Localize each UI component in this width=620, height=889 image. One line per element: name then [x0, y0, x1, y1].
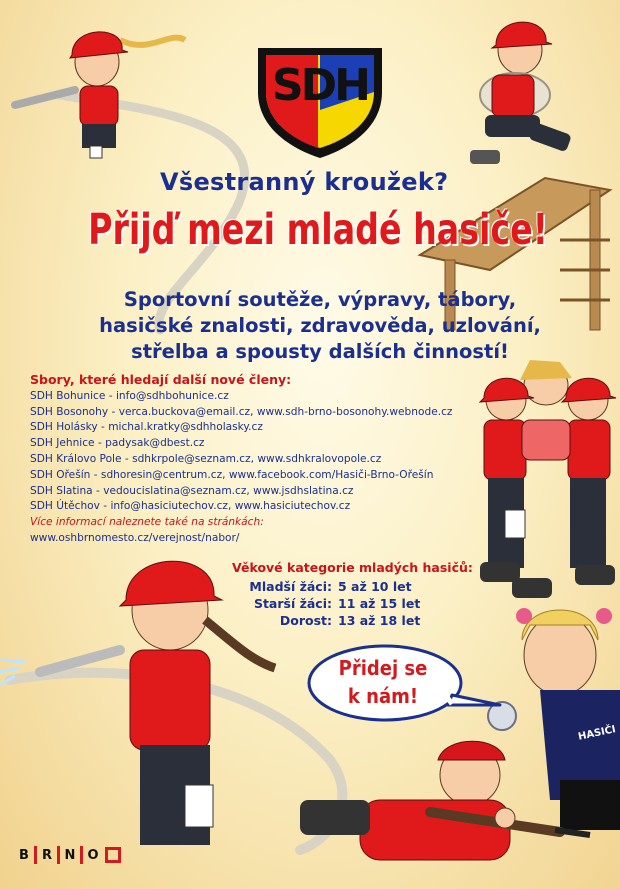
club-item: SDH Bohunice - info@sdhbohunice.cz [30, 389, 229, 402]
age-categories-heading: Věkové kategorie mladých hasičů: [232, 560, 473, 575]
more-info-link[interactable]: www.oshbrnomesto.cz/verejnost/nabor/ [30, 531, 240, 544]
age-value: 13 až 18 let [338, 613, 421, 628]
activities-line: Sportovní soutěže, výpravy, tábory, [123, 288, 517, 311]
age-categories [232, 559, 472, 629]
clubs-heading: Sbory, které hledají další nové členy: [30, 372, 292, 387]
headline: Přijď mezi mladé hasiče! [88, 205, 548, 255]
brno-footer-logo [14, 846, 121, 864]
club-item: SDH Holásky - michal.kratky@sdhholasky.cz [30, 421, 263, 434]
more-info-text: Více informací naleznete také na stránkách: [30, 516, 264, 529]
clubs-list [30, 372, 490, 547]
age-label: Starší žáci: [253, 596, 332, 611]
activities-text [70, 287, 570, 365]
footer-letter: B [19, 847, 29, 863]
footer-square-icon [105, 847, 121, 863]
girl-with-medal-figure [488, 608, 620, 830]
club-item: SDH Královo Pole - sdhkrpole@seznam.cz, www.sdhkralovopole.cz [30, 452, 382, 465]
footer-letter: O [80, 846, 103, 864]
activities-line: střelba a spousty dalších činností! [131, 340, 509, 363]
age-row [232, 578, 472, 595]
club-item: SDH Ořešín - sdhoresin@centrum.cz, www.facebook.com/Hasiči-Brno-Ořešín [30, 468, 434, 481]
speech-bubble-text [310, 654, 456, 710]
activities-line: hasičské znalosti, zdravověda, uzlování, [99, 314, 541, 337]
age-label: Dorost: [279, 613, 332, 628]
club-item: SDH Slatina - vedoucislatina@seznam.cz, www.jsdhslatina.cz [30, 484, 354, 497]
footer-letter: N [57, 846, 80, 864]
girl-with-hose-figure [15, 32, 185, 158]
logo-text: SDH [271, 60, 369, 111]
club-item: SDH Útěchov - info@hasiciutechov.cz, www.hasiciutechov.cz [30, 500, 351, 513]
question-title: Všestranný kroužek? [160, 168, 449, 196]
bubble-line: Přidej se [338, 656, 428, 680]
age-label: Mladší žáci: [249, 579, 332, 594]
bubble-line: k nám! [347, 684, 419, 708]
club-item: SDH Bosonohy - verca.buckova@email.cz, www.sdh-brno-bosonohy.webnode.cz [30, 405, 453, 418]
children-group-figure [480, 360, 616, 598]
age-row [232, 612, 472, 629]
age-value: 11 až 15 let [338, 596, 421, 611]
age-value: 5 až 10 let [338, 579, 412, 594]
shirt-text: HASIČI [577, 724, 617, 743]
club-item: SDH Jehnice - padysak@dbest.cz [30, 437, 205, 450]
age-row [232, 595, 472, 612]
footer-letter: R [34, 846, 57, 864]
boy-jumping-figure [470, 22, 572, 164]
